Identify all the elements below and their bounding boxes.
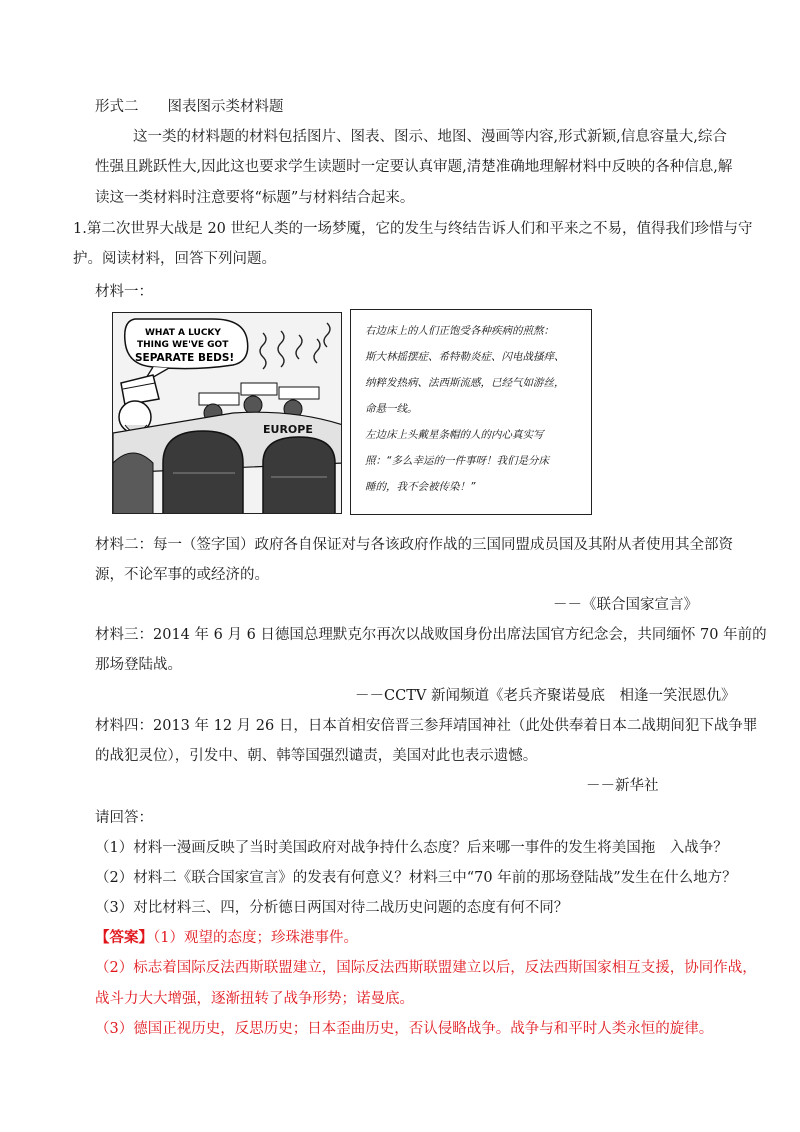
answer-line-1 [95,928,358,948]
bubble-line-3: SEPARATE BEDS! [135,352,235,364]
answer-prompt: 请回答： [95,810,153,826]
sub-question-1: （1）材料一漫画反映了当时美国政府对战争持什么态度？后来哪一事件的发生将美国拖 入战争？ [95,840,728,856]
intro-line-2: 性强且跳跃性大,因此这也要求学生读题时一定要认真审题,清楚准确地理解材料中反映的各种信息,解 [95,159,733,175]
answer-line-2a: （2）标志着国际反法西斯联盟建立，国际反法西斯联盟建立以后，反法西斯国家相互支援，协同作战， [95,960,757,976]
bubble-line-2: THING WE'VE GOT [137,340,229,350]
caption-line-1: 右边床上的人们正饱受各种疾病的煎熬： [365,325,554,337]
answer-tag: 【答案】 [95,929,153,946]
material1-label: 材料一： [95,284,153,300]
material2-source: －－《联合国家宣言》 [553,597,698,613]
caption-line-4: 命悬一线。 [365,403,418,415]
material2-line-1: 材料二：每一（签字国）政府各自保证对与各该政府作战的三国同盟成员国及其附从者使用其全部资 [95,537,733,553]
material3-line-2: 那场登陆战。 [95,657,182,673]
intro-line-1: 这一类的材料题的材料包括图片、图表、图示、地图、漫画等内容,形式新颖,信息容量大,综合 [133,129,727,145]
answer-line-2b: 战斗力大大增强，逐渐扭转了战争形势；诺曼底。 [95,991,414,1007]
caption-line-7: 睡的，我不会被传染！” [365,481,476,493]
sub-question-2: （2）材料二《联合国家宣言》的发表有何意义？材料三中“70 年前的那场登陆战”发生在什么地方？ [95,870,737,886]
material2-line-2: 源，不论军事的或经济的。 [95,567,269,583]
caption-line-6: 照：“多么幸运的一件事呀！我们是分床 [365,455,549,467]
material3-line-1: 材料三：2014 年 6 月 6 日德国总理默克尔再次以战败国身份出席法国官方纪念会，共同缅怀 70 年前的 [95,627,767,643]
material4-line-1: 材料四：2013 年 12 月 26 日，日本首相安倍晋三参拜靖国神社（此处供奉着日本二战期间犯下战争罪 [95,718,758,734]
sub-question-3: （3）对比材料三、四，分析德日两国对待二战历史问题的态度有何不同？ [95,900,569,916]
caption-line-2: 斯大林摇摆症、希特勒炎症、闪电战搔痒、 [365,351,565,363]
caption-line-3: 纳粹发热病、法西斯流感，已经气如游丝， [365,377,565,389]
cartoon-caption-box [350,309,592,515]
caption-line-5: 左边床上头戴星条帽的人的内心真实写 [365,429,544,441]
section-heading: 形式二 图表图示类材料题 [95,99,284,115]
material4-source: －－新华社 [586,778,659,794]
bed-label-europe: EUROPE [263,423,313,436]
answer-line-3: （3）德国正视历史，反思历史；日本歪曲历史，否认侵略战争。战争与和平时人类永恒的旋律。 [95,1021,714,1037]
cartoon-image [112,312,342,514]
question-stem-line-2: 护。阅读材料，回答下列问题。 [73,251,276,267]
question-stem-line-1: 1.第二次世界大战是 20 世纪人类的一场梦魇，它的发生与终结告诉人们和平来之不易，值得我们珍惜与守 [73,221,753,237]
material3-source: －－CCTV 新闻频道《老兵齐聚诺曼底 相逢一笑泯恩仇》 [355,688,736,704]
cartoon-drawing [113,313,342,514]
intro-line-3: 读这一类材料时注意要将“标题”与材料结合起来。 [95,190,415,206]
answer-1-text: （1）观望的态度；珍珠港事件。 [153,930,358,946]
material4-line-2: 的战犯灵位），引发中、朝、韩等国强烈谴责，美国对此也表示遗憾。 [95,748,538,764]
bubble-line-1: WHAT A LUCKY [145,328,221,338]
